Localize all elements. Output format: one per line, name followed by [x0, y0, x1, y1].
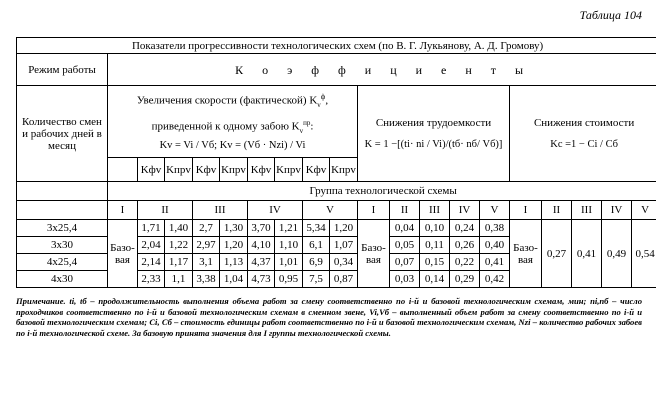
- cost-base-cell: Базо-вая: [510, 220, 542, 288]
- value-cell: 0,41: [480, 254, 510, 271]
- cost-title: Снижения стоимости: [533, 116, 635, 129]
- value-cell: 0,95: [275, 271, 303, 288]
- value-cell: 4,10: [248, 237, 275, 254]
- regime-header: Режим работы: [17, 54, 108, 86]
- value-cell: 1,20: [330, 220, 358, 237]
- labor-formula: K = 1 −[(ti· ni / Vi)/(tб· nб/ Vб)]: [364, 138, 503, 150]
- value-cell: 1,71: [138, 220, 165, 237]
- cost-header: [510, 86, 656, 182]
- value-cell: 2,14: [138, 254, 165, 271]
- value-cell: 1,04: [220, 271, 248, 288]
- group-num-spacer: [17, 201, 108, 220]
- cost-group-IV: IV: [602, 201, 632, 220]
- value-cell: 0,26: [450, 237, 480, 254]
- labor-group-II: II: [390, 201, 420, 220]
- value-cell: 0,42: [480, 271, 510, 288]
- speed-line2: приведенной к одному забою K: [151, 120, 300, 133]
- value-cell: 0,05: [390, 237, 420, 254]
- cost-value-cell: 0,49: [602, 220, 632, 288]
- coef-sub-label: Kпрv: [165, 158, 193, 182]
- speed-group-I: I: [108, 201, 138, 220]
- value-cell: 5,34: [303, 220, 330, 237]
- coef-sub-label: Kфv: [138, 158, 165, 182]
- coef-sub-label: Kфv: [303, 158, 330, 182]
- value-cell: 0,24: [450, 220, 480, 237]
- coef-sub-label: Kпрv: [275, 158, 303, 182]
- speed-group-IV: IV: [248, 201, 303, 220]
- table-note: Примечание. ti, tб – продолжительность выполнения объема работ за смену соответственно по i-й и базовой технологическим схемам, мин; ni,nб – число проходчиков соответственно по i-й и базовой технологическим схемам в сменном звене, Vi,Vб – выполненный объем работ за смену соответственно по i-й и базовой технологическим схемам; Ci, Cб – стоимость единицы работ соответственно по i-й и базовой технологическим схемам, Nzi – количество рабочих забоев по i-й технологической схеме. За базовую принята значения для I группы технологической схемы.: [16, 296, 642, 338]
- value-cell: 0,15: [420, 254, 450, 271]
- labor-group-I: I: [358, 201, 390, 220]
- value-cell: 1,21: [275, 220, 303, 237]
- regime-cell: 3x30: [17, 237, 108, 254]
- value-cell: 1,1: [165, 271, 193, 288]
- cost-group-III: III: [572, 201, 602, 220]
- regime-cell: 4x30: [17, 271, 108, 288]
- value-cell: 1,07: [330, 237, 358, 254]
- group-spacer: [17, 182, 108, 201]
- cost-group-II: II: [542, 201, 572, 220]
- regime-cell: 3x25,4: [17, 220, 108, 237]
- value-cell: 1,30: [220, 220, 248, 237]
- value-cell: 6,1: [303, 237, 330, 254]
- cost-value-cell: 0,54: [632, 220, 656, 288]
- cost-value-cell: 0,27: [542, 220, 572, 288]
- value-cell: 0,34: [330, 254, 358, 271]
- value-cell: 7,5: [303, 271, 330, 288]
- value-cell: 1,40: [165, 220, 193, 237]
- value-cell: 2,7: [193, 220, 220, 237]
- value-cell: 0,29: [450, 271, 480, 288]
- value-cell: 0,14: [420, 271, 450, 288]
- progressiveness-table: [16, 37, 656, 288]
- value-cell: 6,9: [303, 254, 330, 271]
- labor-title: Снижения трудоемкости: [375, 116, 492, 129]
- speed-line1: Увеличения скорости (фактической) K: [136, 94, 318, 107]
- labor-group-V: V: [480, 201, 510, 220]
- group-header: Группа технологической схемы: [108, 182, 656, 201]
- coef-sub-label: Kфv: [248, 158, 275, 182]
- value-cell: 0,22: [450, 254, 480, 271]
- coef-sub-label: Kпрv: [330, 158, 358, 182]
- value-cell: 1,01: [275, 254, 303, 271]
- speed-group-V: V: [303, 201, 358, 220]
- value-cell: 0,40: [480, 237, 510, 254]
- coef-sub-label: Kфv: [193, 158, 220, 182]
- table-title: Показатели прогрессивности технологических схем (по В. Г. Лукьянову, А. Д. Громову): [17, 38, 656, 54]
- value-cell: 0,04: [390, 220, 420, 237]
- coefficients-header: К о э ф ф и ц и е н т ы: [108, 54, 656, 86]
- value-cell: 2,04: [138, 237, 165, 254]
- labor-group-IV: IV: [450, 201, 480, 220]
- value-cell: 3,1: [193, 254, 220, 271]
- speed-base-cell: Базо-вая: [108, 220, 138, 288]
- speed-header: Увеличения скорости (фактической) $K_v^ф$, приведенной к одному забою $K_v^{пр}$: Kv = Vi / Vб; Kv = (Vб · Nzi) / Vi: [108, 86, 358, 158]
- value-cell: 1,10: [275, 237, 303, 254]
- cost-formula: Kc =1 − Ci / Cб: [550, 138, 618, 150]
- cost-group-I: I: [510, 201, 542, 220]
- value-cell: 0,07: [390, 254, 420, 271]
- speed-group-III: III: [193, 201, 248, 220]
- value-cell: 0,87: [330, 271, 358, 288]
- coef-spacer: [108, 158, 138, 182]
- value-cell: 1,17: [165, 254, 193, 271]
- value-cell: 1,13: [220, 254, 248, 271]
- value-cell: 1,22: [165, 237, 193, 254]
- value-cell: 1,20: [220, 237, 248, 254]
- value-cell: 0,11: [420, 237, 450, 254]
- value-cell: 3,38: [193, 271, 220, 288]
- table-row: [17, 220, 656, 237]
- value-cell: 3,70: [248, 220, 275, 237]
- labor-base-cell: Базо-вая: [358, 220, 390, 288]
- labor-group-III: III: [420, 201, 450, 220]
- value-cell: 0,38: [480, 220, 510, 237]
- coef-sub-label: Kпрv: [220, 158, 248, 182]
- value-cell: 2,33: [138, 271, 165, 288]
- speed-formula: Kv = Vi / Vб; Kv = (Vб · Nzi) / Vi: [159, 140, 306, 152]
- table-caption: Таблица 104: [579, 8, 642, 22]
- cost-group-V: V: [632, 201, 656, 220]
- regime-cell: 4x25,4: [17, 254, 108, 271]
- value-cell: 0,03: [390, 271, 420, 288]
- value-cell: 4,73: [248, 271, 275, 288]
- value-cell: 4,37: [248, 254, 275, 271]
- value-cell: 0,10: [420, 220, 450, 237]
- value-cell: 2,97: [193, 237, 220, 254]
- crew-header: Количество смен и рабочих дней в месяц: [17, 86, 108, 182]
- labor-header: [358, 86, 510, 182]
- speed-group-II: II: [138, 201, 193, 220]
- cost-value-cell: 0,41: [572, 220, 602, 288]
